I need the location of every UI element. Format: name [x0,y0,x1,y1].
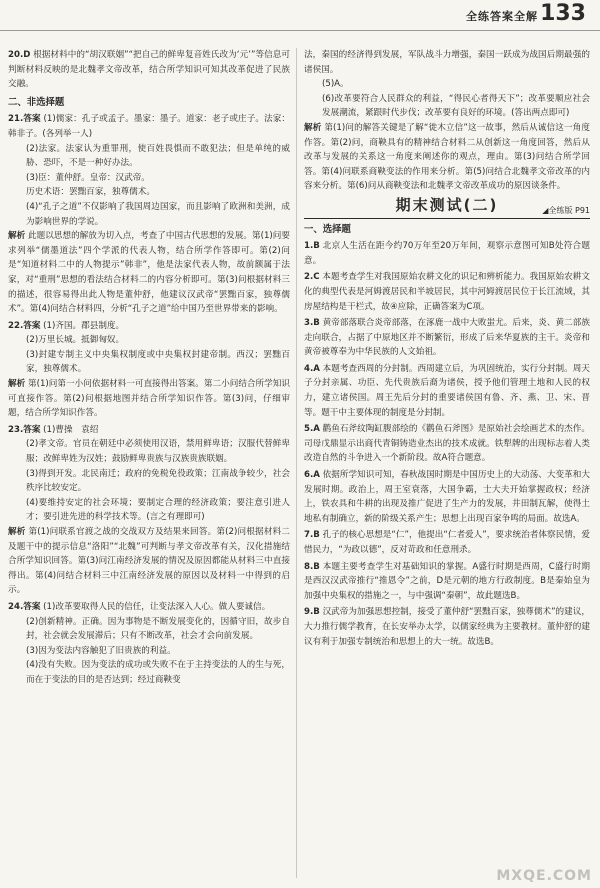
answer-part: (1)改革要取得人民的信任，让变法深入人心。做人要诚信。 [43,601,271,612]
choice-answer-4 [304,362,590,420]
question-22 [8,319,290,421]
answer-text: 黄帝部落联合炎帝部落，在涿鹿一战中大败蚩尤。后来，炎、黄二部族走向联合，占据了中原地区并不断繁衍，形成了后来华夏族的主干。炎帝和黄帝被尊奉为中华民族的人文始祖。 [304,318,590,358]
question-number: 6.A [304,470,320,481]
answer-part: (3)因为变法内容触犯了旧贵族的利益。 [26,645,176,656]
question-21 [8,112,290,316]
answer-part: (3)得到开发。北民南迁；政府的免税免役政策；江南战争较少，社会秩序比较安定。 [26,468,290,494]
answer-text: 孔子的核心思想是“仁”，他提出“仁者爱人”，要求统治者体察民情，爱惜民力，“为政以德”，反对苛政和任意刑杀。 [304,530,590,555]
answer-part: (4)“孔子之道”不仅影响了我国周边国家，而且影响了欧洲和美洲，成为影响世界的学说。 [26,201,290,227]
choice-answer-9 [304,605,590,649]
site-watermark: MXQE.COM [496,868,592,884]
answer-part: 历史术语：罢黜百家，独尊儒术。 [26,187,155,198]
explanation-label: 解析 [8,379,26,390]
answer-label: 答案 [23,320,41,331]
exam-banner [304,195,590,219]
choice-answer-7 [304,528,590,557]
question-23 [8,423,290,598]
question-number: 3.B [304,318,320,329]
question-number: 8.B [304,561,320,572]
answer-text: 本题考查西周的分封制。西周建立后，为巩固统治，实行分封制。周天子分封亲属、功臣、先代贵族后裔为诸侯，授予他们管理土地和人民的权力，建立诸侯国。周王先后分封的重要诸侯国有鲁、齐、燕、卫、宋、晋等。题干中主要体现的制度是分封制。 [304,363,590,418]
answer-part: (4)没有失败。因为变法的成功或失败不在于主持变法的人的生与死，而在于变法的目的是否达到；经过商鞅变 [26,660,290,685]
choice-answer-2 [304,270,590,314]
answer-part: (2)孝文帝。官员在朝廷中必须使用汉语，禁用鲜卑语；汉服代替鲜卑服；改鲜卑姓为汉姓；鼓励鲜卑贵族与汉族贵族联姻。 [26,439,290,465]
explanation-text: 第(1)问的解答关键是了解“徙木立信”这一故事，然后从诚信这一角度作答。第(2)问，商鞅具有的精神结合材料二从创新这一角度回答，然后从改革与发展的关系这一角度来阐述你的观点，理由。第(3)问结合所学回答。第(4)问联系商鞅变法的作用来分析。第(5)问结合北魏孝文帝改革的内容来分析。第(6)问从商鞅变法和北魏孝文帝改革成功的原因谈条件。 [304,122,590,192]
question-20 [8,48,290,92]
left-column [8,48,290,880]
right-column [304,48,590,880]
explanation-label: 解析 [8,231,26,242]
answer-part: (3)封建专制主义中央集权制度或中央集权封建帝制。西汉；罢黜百家，独尊儒术。 [26,349,290,375]
answer-continuation: 法，秦国的经济得到发展，军队战斗力增强，秦国一跃成为战国后期最强的诸侯国。 [304,50,590,75]
question-number: 7.B [304,530,320,541]
answer-text: 北京人生活在距今约70万年至20万年间，观察示意图可知B处符合题意。 [304,241,590,266]
answer-part: (2)创新精神。正确。因为事物是不断发展变化的，因循守旧，故步自封，社会就会发展滞后；只有不断改革，社会才会向前发展。 [26,616,290,642]
question-number: 21. [8,114,24,125]
header-title: 全练答案全解 [466,10,538,23]
question-number: 23. [8,424,24,435]
choice-answer-1 [304,239,590,268]
question-number: 24. [8,601,24,612]
section-heading-nonchoice: 二、非选择题 [8,96,65,108]
answer-part: (3)臣：董仲舒。皇帝：汉武帝。 [26,172,150,183]
page-number: 133 [540,1,586,26]
page-header [0,0,600,31]
answer-part: (2)万里长城。抵御匈奴。 [26,335,125,346]
explanation-text: 第(1)问第一小问依据材料一可直接得出答案。第二小问结合所学知识可直接作答。第(2)问根据地图并结合所学知识作答。第(3)问，仔细审题，结合所学知识作答。 [8,379,290,419]
section-heading-choice: 一、选择题 [304,223,351,235]
answer-part: (2)法家。法家认为重罪刑，使百姓畏惧而不敢犯法；但是单纯的威胁、恐吓，不是一种好办法。 [26,143,290,169]
question-number: 22. [8,320,24,331]
explanation-text: 此题以思想的解放为切入点，考查了中国古代思想的发展。第(1)问要求列举“儒墨道法”四个学派的代表人物，结合所学作答即可。第(2)问是“知道材料二中的人物提示”韩非”，他是法家代表人物，故前额属于法家，对“重刑”思想的看法结合材料二的内容分析即可。第(3)问根据材料三的描述，很容易得出此人物是董仲舒，他建议汉武帝“罢黜百家，独尊儒术”。第(4)问结合材料四，分析“孔子之道”给中国乃至世界带来的影响。 [8,231,290,315]
question-24 [8,600,290,688]
choice-answer-3 [304,316,590,360]
answer-label: 答案 [23,601,41,612]
question-number: 1.B [304,241,320,252]
question-number: 9.B [304,607,320,618]
answer-label: 答案 [23,424,41,435]
answer-part: (5)A。 [322,79,349,90]
answer-text: 根据材料中的“胡汉联姻”“把自己的鲜卑复音姓氏改为‘元’”等信息可判断材料反映的是北魏孝文帝改革，结合所学知识可知其改革促进了民族交融。 [8,50,290,90]
question-number: 4.A [304,363,320,374]
answer-text: 鹳鱼石斧纹陶缸腹部绘的《鹳鱼石斧图》是原始社会绘画艺术的杰作。司母戊鼎显示出商代青铜铸造业杰出的技术成就。铁犁牌的出现标志着人类改造自然的斗争进入一个新阶段。故A符合题意。 [304,424,590,464]
question-number: 5.A [304,424,320,435]
choice-answer-5 [304,422,590,466]
answer-part: (1)齐国。郡县制度。 [43,320,125,331]
question-number: 20.D [8,50,31,60]
column-divider [296,48,297,878]
answer-part: (1)儒家：孔子或孟子。墨家：墨子。道家：老子或庄子。法家：韩非子。(各列举一人) [8,114,290,139]
answer-label: 答案 [23,114,41,125]
exam-title: 期末测试(二) [395,195,499,214]
exam-page-ref: ◢全练版 P91 [542,205,590,215]
explanation-label: 解析 [304,122,322,133]
explanation-text: 第(1)问联系官渡之战的交战双方及结果来回答。第(2)问根据材料二及题干中的提示信息“洛阳”“北魏”可判断与孝文帝改革有关，汉化措施结合所学知识回答。第(3)问江南经济发展的情况及原因都能从材料三中直接得出。第(4)问结合材料三中江南经济发展的原因以及材料一中得到的启示。 [8,527,290,596]
answer-part: (4)要维持安定的社会环境；要制定合理的经济政策；要注意引进人才；要引进先进的科学技术等。(言之有理即可) [26,497,290,523]
answer-text: 依据所学知识可知，春秋战国时期是中国历史上的大动荡、大变革和大发展时期。政治上，周王室衰落，大国争霸，士大夫开始掌握政权；经济上，铁农具和牛耕的出现及推广促进了生产力的发展，井田制瓦解，使得土地私有制确立，新的阶级关系产生；思想上出现百家争鸣的局面。故选A。 [304,470,590,524]
answer-text: 本题考查学生对我国原始农耕文化的识记和辨析能力。我国原始农耕文化的典型代表是河姆渡居民和半坡居民，其中河姆渡居民位于长江流域，其房屋结构是干栏式，故④应除，正确答案为C项。 [304,272,590,312]
answer-part: (6)改革要符合人民群众的利益，“得民心者得天下”；改革要顺应社会发展潮流，紧跟时代步伐；改革要有良好的环境。(答出两点即可) [322,93,590,119]
explanation-label: 解析 [8,527,26,537]
choice-answer-8 [304,560,590,604]
answer-part: (1)曹操 袁绍 [43,424,99,435]
question-number: 2.C [304,272,320,283]
answer-text: 汉武帝为加强思想控制，接受了董仲舒“罢黜百家，独尊儒术”的建议，大力推行儒学教育，在长安举办太学，以儒家经典为主要教材。董仲舒的建议有利于加强专制统治和思想上的大一统。故选B。 [304,607,590,647]
answer-text: 本题主要考查学生对基础知识的掌握。A盛行时期是西周，C盛行时期是西汉汉武帝推行“推恩令”之前，D是元朝的地方行政制度。B是秦始皇为加强中央集权的措施之一，与中强调“秦朝”，故此题选B。 [304,561,590,601]
choice-answer-6 [304,468,590,526]
